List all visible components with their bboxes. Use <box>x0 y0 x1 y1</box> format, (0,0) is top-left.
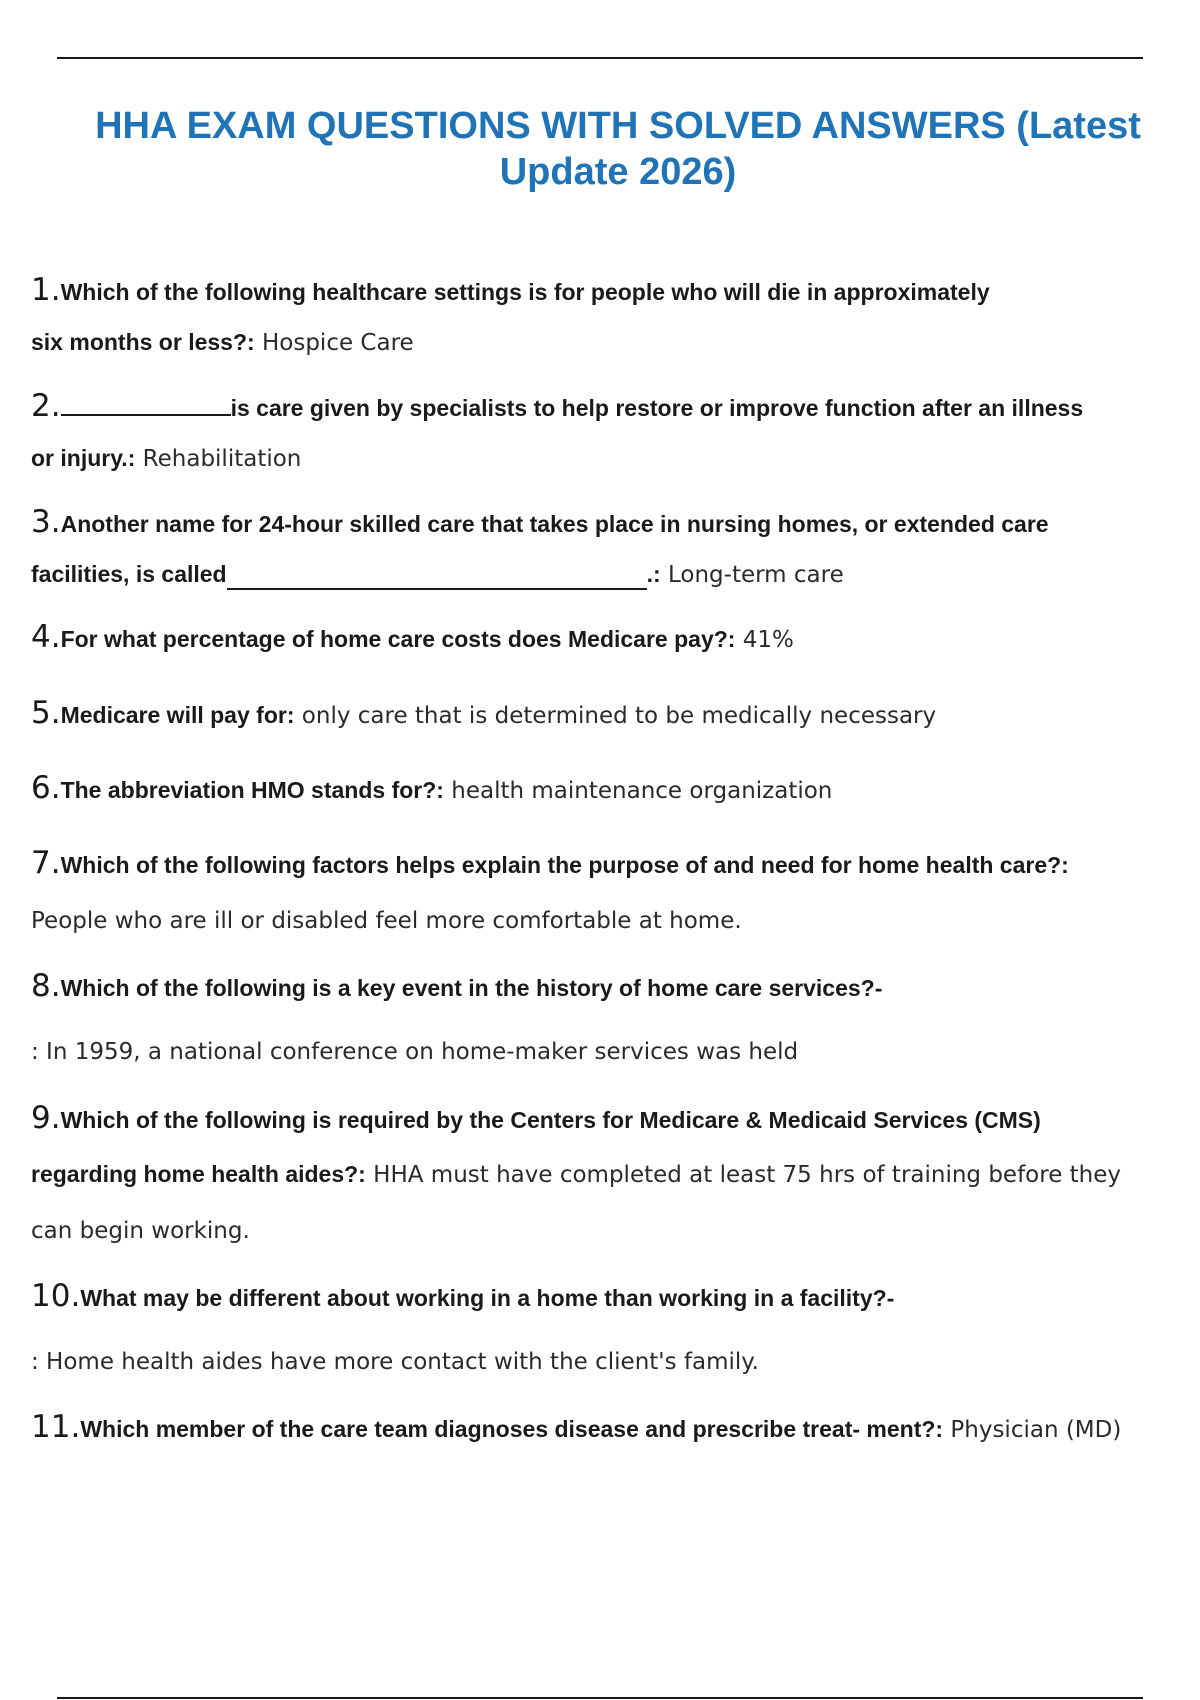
question-number: 7. <box>31 845 61 881</box>
question-7 <box>31 835 1171 895</box>
answer-text: only care that is determined to be medically necessary <box>294 703 937 729</box>
question-1-cont <box>31 314 1171 372</box>
question-text: or injury.: <box>31 445 136 471</box>
question-number: 6. <box>31 770 61 806</box>
question-10 <box>31 1268 1171 1328</box>
question-text: Medicare will pay for: <box>60 702 295 728</box>
answer-text: Physician (MD) <box>943 1417 1122 1443</box>
question-text: Which of the following is required by the Centers for Medicare & Medicaid Services (CMS) <box>60 1107 1041 1133</box>
question-text: .: <box>646 561 661 587</box>
question-number: 9. <box>31 1100 61 1136</box>
question-6 <box>31 760 1171 820</box>
answer-text: Long-term care <box>660 562 844 588</box>
question-number: 11. <box>31 1409 81 1445</box>
question-number: 3. <box>31 504 61 540</box>
fill-in-blank <box>61 413 231 416</box>
question-text: Which of the following healthcare settings is for people who will die in approximately <box>60 279 990 305</box>
question-text: Another name for 24-hour skilled care that takes place in nursing homes, or extended care <box>60 511 1049 537</box>
question-1 <box>31 262 1171 322</box>
answer-text: health maintenance organization <box>443 778 833 804</box>
question-11 <box>31 1399 1171 1459</box>
question-2-cont <box>31 430 1171 488</box>
question-2 <box>31 378 1171 438</box>
question-3 <box>31 494 1171 554</box>
question-number: 4. <box>31 619 61 655</box>
question-8 <box>31 958 1171 1018</box>
question-7-answer <box>31 893 1171 950</box>
question-text: six months or less?: <box>31 329 255 355</box>
answer-text: 41% <box>735 627 794 653</box>
question-number: 5. <box>31 695 61 731</box>
question-9-cont <box>31 1146 1171 1204</box>
answer-text: HHA must have completed at least 75 hrs of training before they <box>365 1162 1122 1188</box>
answer-text: can begin working. <box>31 1218 250 1244</box>
question-text: is care given by specialists to help restore or improve function after an illness <box>230 395 1084 421</box>
question-text: Which of the following is a key event in the history of home care services?- <box>60 975 883 1001</box>
fill-in-blank <box>227 587 647 590</box>
question-number: 10. <box>31 1278 81 1314</box>
question-5 <box>31 685 1171 745</box>
answer-text: Rehabilitation <box>135 446 302 472</box>
question-10-answer <box>31 1334 1171 1391</box>
question-text: facilities, is called <box>31 561 227 587</box>
question-text: Which of the following factors helps explain the purpose of and need for home health care?: <box>60 852 1069 878</box>
question-number: 8. <box>31 968 61 1004</box>
question-text: regarding home health aides?: <box>31 1161 366 1187</box>
question-number: 1. <box>31 272 61 308</box>
bottom-rule <box>57 1697 1143 1699</box>
question-4 <box>31 609 1171 669</box>
answer-text: : In 1959, a national conference on home-maker services was held <box>31 1039 799 1065</box>
question-text: The abbreviation HMO stands for?: <box>60 777 444 803</box>
answer-text: Hospice Care <box>254 330 414 356</box>
question-8-answer <box>31 1024 1171 1081</box>
document-title: HHA EXAM QUESTIONS WITH SOLVED ANSWERS (Latest Update 2026) <box>95 105 1141 193</box>
answer-text: : Home health aides have more contact with the client's family. <box>31 1349 759 1375</box>
question-9 <box>31 1090 1171 1150</box>
question-number: 2. <box>31 388 61 424</box>
question-text: What may be different about working in a home than working in a facility?- <box>80 1285 895 1311</box>
top-rule <box>57 57 1143 59</box>
answer-text: People who are ill or disabled feel more comfortable at home. <box>31 908 742 934</box>
question-3-cont <box>31 546 1171 604</box>
question-text: Which member of the care team diagnoses disease and prescribe treat- ment?: <box>80 1416 944 1442</box>
question-9-answer-cont <box>31 1203 1171 1260</box>
question-text: For what percentage of home care costs does Medicare pay?: <box>60 626 736 652</box>
